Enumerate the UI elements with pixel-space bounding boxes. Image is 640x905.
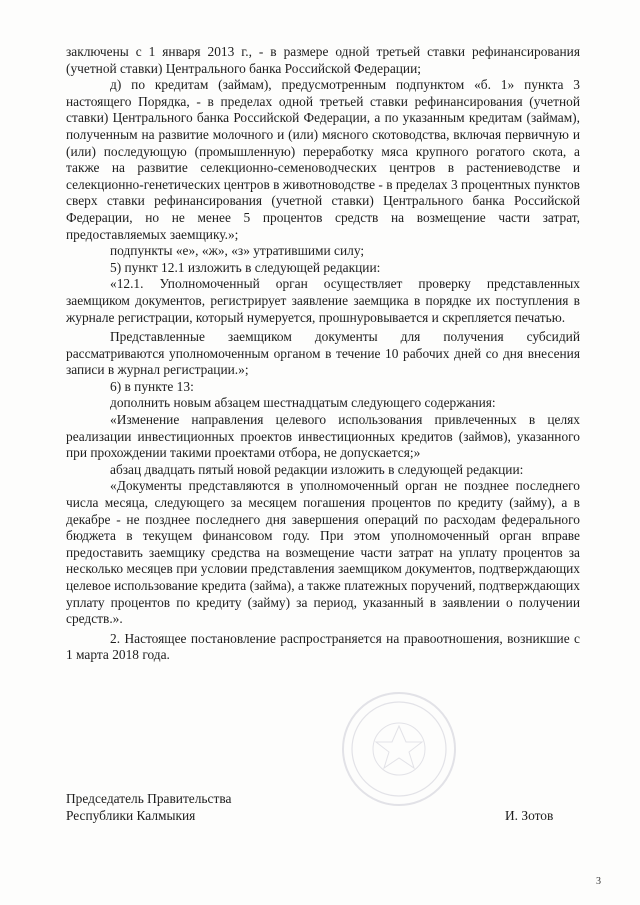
- paragraph-p9: «Изменение направления целевого использования привлеченных в целях реализации инвестиционных проектов инвестиционных кредитов (займов), указанного при прохождении такими проектами отбора, не допускается;»: [66, 412, 580, 461]
- paragraph-p11: «Документы представляются в уполномоченный орган не позднее последнего числа месяца, следующего за месяцем погашения процентов по кредиту (займу), а в декабре - не позднее последнего дня завершения операций по расходам федерального бюджета в текущем финансовом году. При этом уполномоченный орган вправе предоставить заемщику средства на возмещение части затрат на уплату процентов за несколько месяцев при условии представления заемщиком документов, подтверждающих целевое использование кредита (займа), а также платежных поручений, подтверждающих уплату процентов по кредиту (займу) за период, указанный в заявлении о получении средств.».: [66, 478, 580, 627]
- signature-position: [66, 790, 231, 824]
- paragraph-p4: 5) пункт 12.1 изложить в следующей редакции:: [110, 259, 381, 275]
- paragraph-p10: абзац двадцать пятый новой редакции изложить в следующей редакции:: [110, 461, 524, 477]
- paragraph-p7: 6) в пункте 13:: [110, 378, 194, 394]
- paragraph-p2: д) по кредитам (займам), предусмотренным подпунктом «б. 1» пункта 3 настоящего Порядка, - в пределах одной третьей ставки рефинансирования (учетной ставки) Центрального банка Российской Федерации, а по указанным кредитам (займам), полученным на развитие молочного и (или) мясного скотоводства, включая первичную и (или) последующую (промышленную) переработку мяса крупного рогатого скота, а также на развитие селекционно-семеноводческих центров в растениеводстве и селекционно-генетических центров в животноводстве - в пределах 3 процентных пунктов сверх ставки рефинансирования (учетной ставки) Центрального банка Российской Федерации, но не менее 5 процентов средств на возмещение части затрат, предоставляемых заемщику.»;: [66, 77, 580, 242]
- paragraph-p1: заключены с 1 января 2013 г., - в размере одной третьей ставки рефинансирования (учетной ставки) Центрального банка Российской Федерации;: [66, 44, 580, 76]
- paragraph-p6: Представленные заемщиком документы для получения субсидий рассматриваются уполномоченным органом в течение 10 рабочих дней со дня внесения записи в журнал регистрации.»;: [66, 329, 580, 378]
- signature-position-line2: Республики Калмыкия: [66, 808, 196, 823]
- official-seal-stamp: [340, 690, 458, 808]
- paragraph-p3: подпункты «е», «ж», «з» утратившими силу;: [110, 243, 365, 259]
- document-body: [66, 44, 580, 664]
- page-number: 3: [596, 876, 601, 887]
- paragraph-p12: 2. Настоящее постановление распространяется на правоотношения, возникшие с 1 марта 2018 года.: [66, 630, 580, 663]
- signature-position-line1: Председатель Правительства: [66, 791, 232, 806]
- paragraph-p8: дополнить новым абзацем шестнадцатым следующего содержания:: [110, 395, 496, 411]
- signature-name: И. Зотов: [505, 808, 554, 823]
- paragraph-p5: «12.1. Уполномоченный орган осуществляет проверку представленных заемщиком документов, регистрирует заявление заемщика в порядке их поступления в журнале регистрации, который нумеруется, прошнуровывается и скрепляется печатью.: [66, 276, 580, 325]
